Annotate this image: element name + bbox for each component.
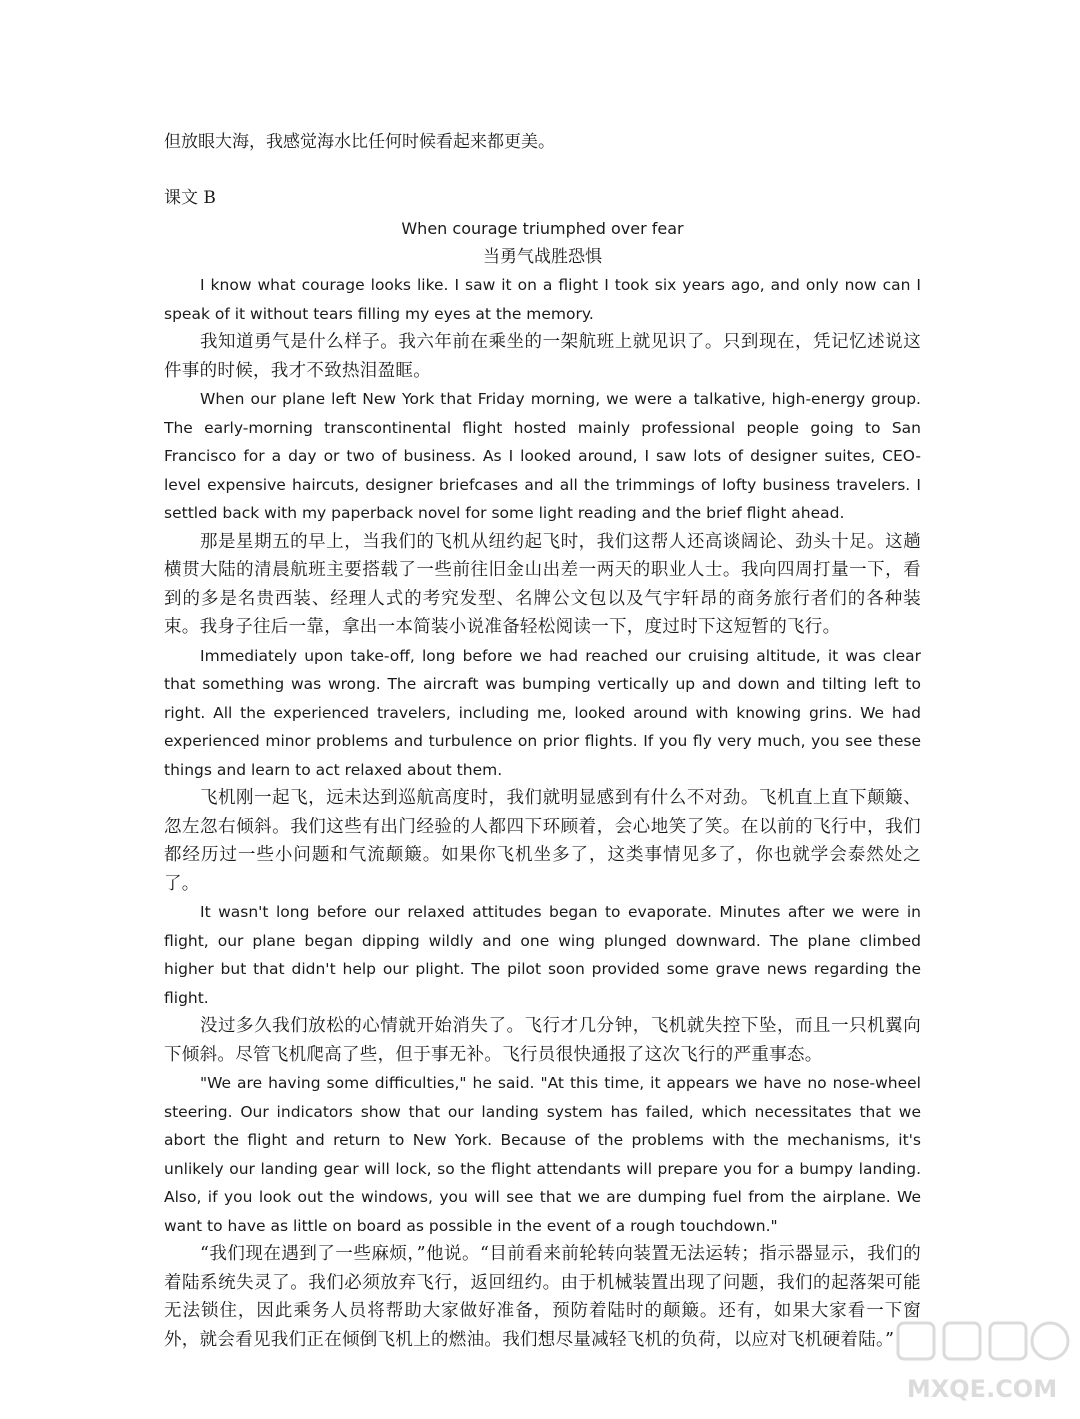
paragraph-english: It wasn't long before our relaxed attitudes began to evaporate. Minutes after we were in flight, our plane began dipping wildly and one wing plunged downward. The plane climbed higher but that didn't help our plight. The pilot soon provided some grave news regarding the flight. <box>164 903 921 1007</box>
paragraph-english: When our plane left New York that Friday morning, we were a talkative, high-energy group. The early-morning transcontinental flight hosted mainly professional people going to San Francisco for a day or two of business. As I looked around, I saw lots of designer suites, CEO-level expensive haircuts, designer briefcases and all the trimmings of lofty business travelers. I settled back with my paperback novel for some light reading and the brief flight ahead. <box>164 390 921 522</box>
paragraph-chinese: 飞机刚一起飞，远未达到巡航高度时，我们就明显感到有什么不对劲。飞机直上直下颠簸、忽左忽右倾斜。我们这些有出门经验的人都四下环顾着，会心地笑了笑。在以前的飞行中，我们都经历过一些小问题和气流颠簸。如果你飞机坐多了，这类事情见多了，你也就学会泰然处之了。 <box>164 788 921 894</box>
paragraph-english: Immediately upon take-off, long before we had reached our cruising altitude, it was clear that something was wrong. The aircraft was bumping vertically up and down and tilting left to right. All the experienced travelers, including me, looked around with knowing grins. We had experienced minor problems and turbulence on prior flights. If you fly very much, you see these things and learn to act relaxed about them. <box>164 646 921 779</box>
paragraph-english: I know what courage looks like. I saw it on a flight I took six years ago, and only now can I speak of it without tears filling my eyes at the memory. <box>164 276 921 323</box>
spacer <box>164 156 921 184</box>
paragraph-chinese: “我们现在遇到了一些麻烦，”他说。“目前看来前轮转向装置无法运转；指示器显示，我们的着陆系统失灵了。我们必须放弃飞行，返回纽约。由于机械装置出现了问题，我们的起落架可能无法锁住，因此乘务人员将帮助大家做好准备，预防着陆时的颠簸。还有，如果大家看一下窗外，就会看见我们正在倾倒飞机上的燃油。我们想尽量减轻飞机的负荷，以应对飞机硬着陆。” <box>164 1244 921 1350</box>
section-label: 课文 B <box>164 188 216 208</box>
watermark-text: MXQE.COM <box>906 1375 1058 1403</box>
paragraph-chinese: 没过多久我们放松的心情就开始消失了。飞行才几分钟，飞机就失控下坠，而且一只机翼向下倾斜。尽管飞机爬高了些，但于事无补。飞行员很快通报了这次飞行的严重事态。 <box>164 1016 921 1065</box>
title-chinese: 当勇气战胜恐惧 <box>483 247 602 267</box>
watermark-logo <box>892 1317 1072 1413</box>
document-page <box>164 128 921 1354</box>
intro-line: 但放眼大海，我感觉海水比任何时候看起来都更美。 <box>164 132 555 152</box>
paragraph-english: "We are having some difficulties," he said. "At this time, it appears we have no nose-wheel steering. Our indicators show that our landing system has failed, which necessitates that we abort the flight and return to New York. Because of the problems with the mechanisms, it's unlikely our landing gear will lock, so the flight attendants will prepare you for a bumpy landing. Also, if you look out the windows, you will see that we are dumping fuel from the airplane. We want to have as little on board as possible in the event of a rough touchdown." <box>164 1074 921 1235</box>
body-text <box>164 271 921 1354</box>
paragraph-chinese: 那是星期五的早上，当我们的飞机从纽约起飞时，我们这帮人还高谈阔论、劲头十足。这趟横贯大陆的清晨航班主要搭载了一些前往旧金山出差一两天的职业人士。我向四周打量一下，看到的多是名贵西装、经理人式的考究发型、名牌公文包以及气宇轩昂的商务旅行者们的各种装束。我身子往后一靠，拿出一本简装小说准备轻松阅读一下，度过时下这短暂的飞行。 <box>164 531 921 637</box>
title-english: When courage triumphed over fear <box>401 219 684 238</box>
paragraph-chinese: 我知道勇气是什么样子。我六年前在乘坐的一架航班上就见识了。只到现在，凭记忆述说这件事的时候，我才不致热泪盈眶。 <box>164 332 921 381</box>
